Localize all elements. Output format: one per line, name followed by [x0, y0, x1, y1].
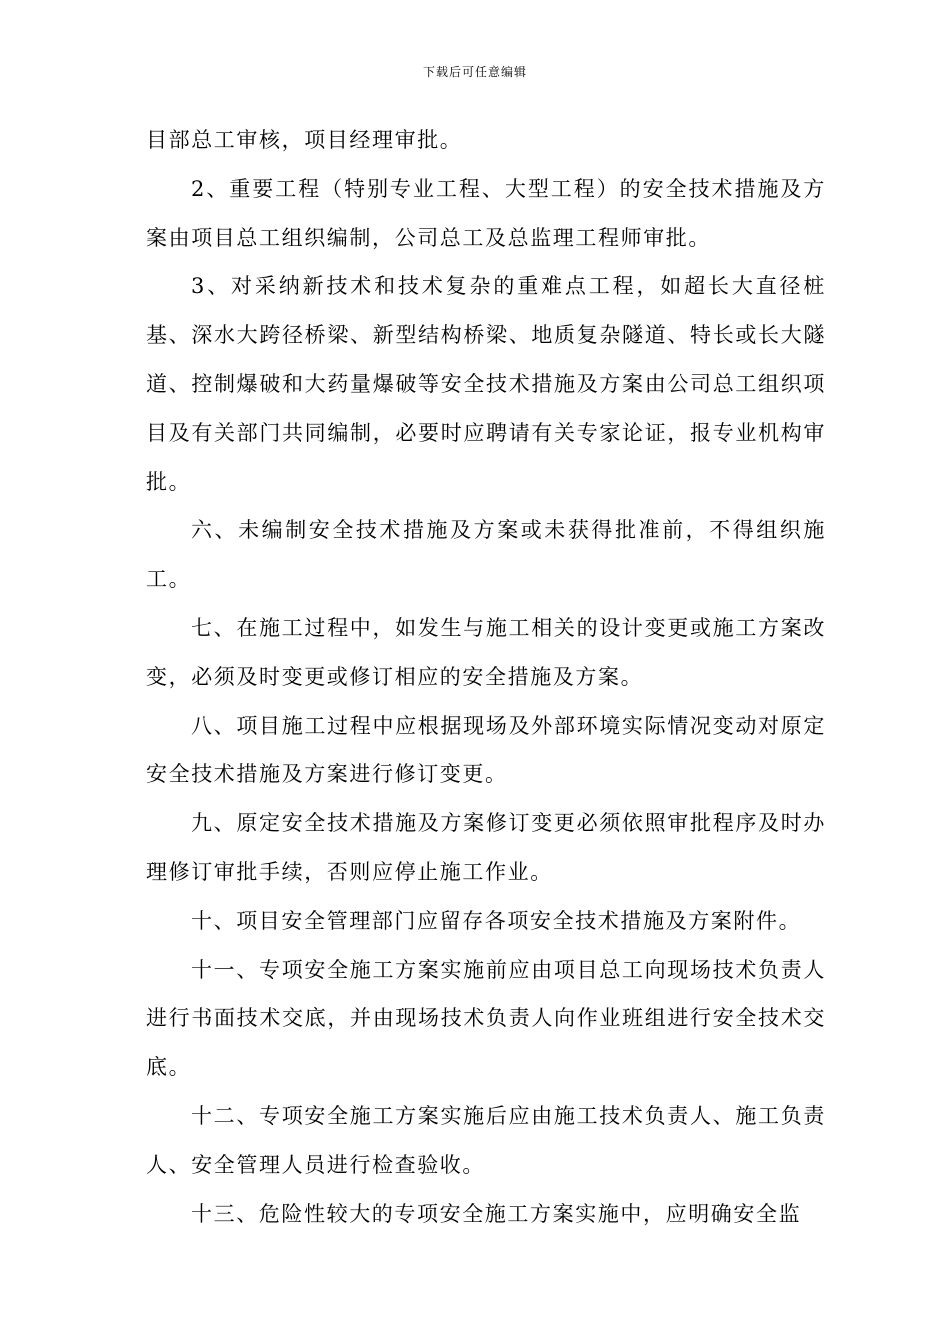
page-header: 下载后可任意编辑 — [422, 65, 527, 79]
paragraph: 九、原定安全技术措施及方案修订变更必须依照审批程序及时办理修订审批手续，否则应停止施工作业。 — [146, 811, 826, 884]
paragraph: 八、项目施工过程中应根据现场及外部环境实际情况变动对原定安全技术措施及方案进行修订变更。 — [146, 713, 826, 787]
paragraph: 十一、专项安全施工方案实施前应由项目总工向现场技术负责人进行书面技术交底，并由现场技术负责人向作业班组进行安全技术交底。 — [146, 957, 826, 1080]
paragraph: 六、未编制安全技术措施及方案或未获得批准前，不得组织施工。 — [146, 518, 826, 592]
document-body — [146, 116, 826, 1238]
paragraph: 十三、危险性较大的专项安全施工方案实施中，应明确安全监 — [191, 1201, 802, 1226]
paragraph: 十二、专项安全施工方案实施后应由施工技术负责人、施工负责人、安全管理人员进行检查验收。 — [146, 1103, 826, 1177]
paragraph: 七、在施工过程中，如发生与施工相关的设计变更或施工方案改变，必须及时变更或修订相应的安全措施及方案。 — [146, 615, 826, 689]
paragraph: 3、对采纳新技术和技术复杂的重难点工程，如超长大直径桩基、深水大跨径桥梁、新型结构桥梁、地质复杂隧道、特长或长大隧道、控制爆破和大药量爆破等安全技术措施及方案由公司总工组织项目及有关部门共同编制，必要时应聘请有关专家论证，报专业机构审批。 — [146, 274, 826, 494]
paragraph: 十、项目安全管理部门应留存各项安全技术措施及方案附件。 — [191, 908, 802, 933]
paragraph: 目部总工审核，项目经理审批。 — [146, 128, 463, 152]
paragraph: 2、重要工程（特别专业工程、大型工程）的安全技术措施及方案由项目总工组织编制，公司总工及总监理工程师审批。 — [146, 176, 826, 250]
